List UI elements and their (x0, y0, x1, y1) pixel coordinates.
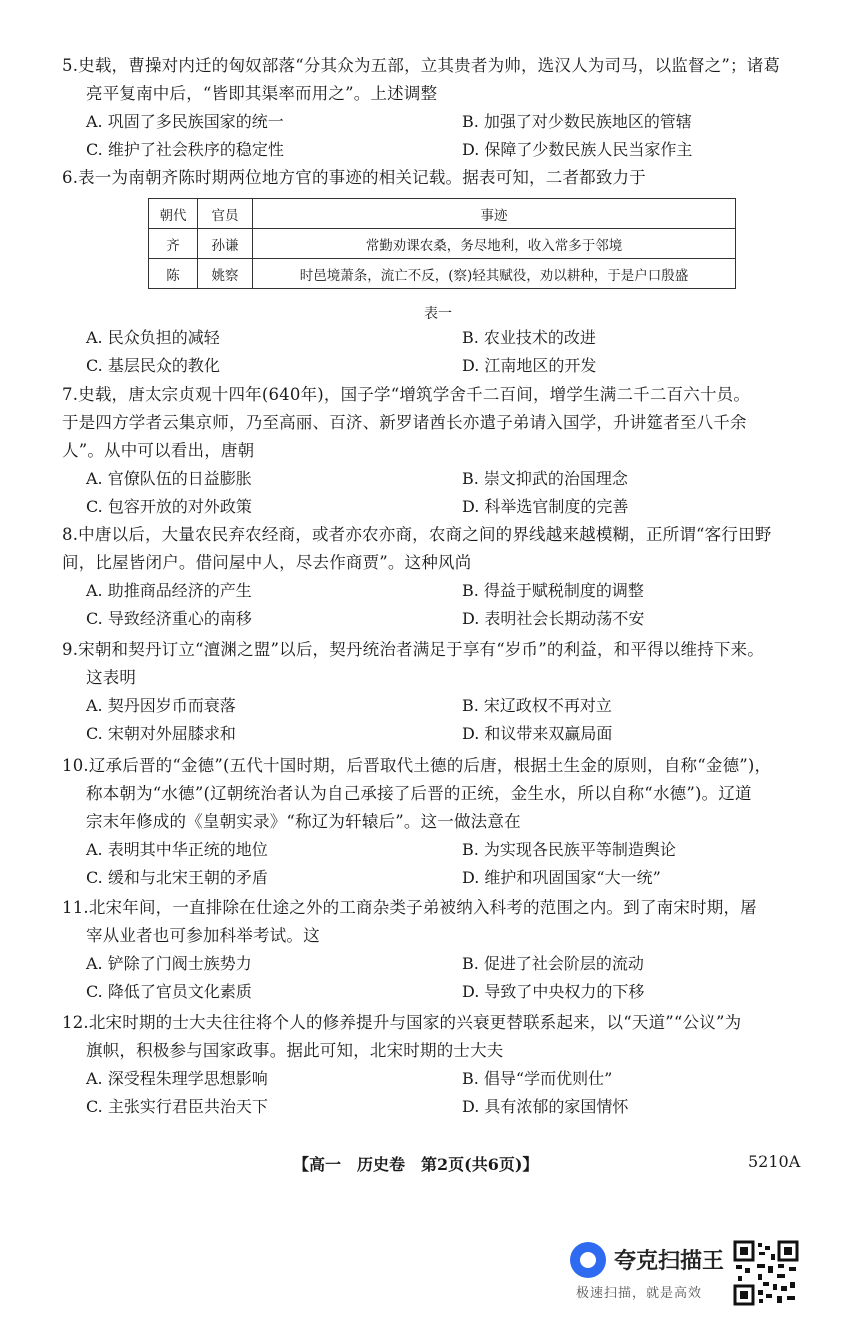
scanner-brand-name: 夸克扫描王 (614, 1249, 725, 1274)
scanner-watermark (570, 1240, 730, 1310)
option-a: A. 契丹因岁币而衰落 (86, 696, 236, 715)
option-d: D. 江南地区的开发 (462, 356, 597, 375)
table-cell: 孙谦 (198, 229, 253, 259)
option-d: D. 维护和巩固国家“大一统” (462, 868, 661, 887)
exam-code: 5210A (748, 1152, 801, 1171)
table-cell: 齐 (149, 229, 198, 259)
option-b: B. 倡导“学而优则仕” (462, 1069, 613, 1088)
qr-code-icon (733, 1240, 799, 1306)
option-b: B. 崇文抑武的治国理念 (462, 469, 628, 488)
question-text: 10.辽承后晋的“金德”(五代十国时期，后晋取代土德的后唐，根据土生金的原则，自称“金德”)， (62, 756, 772, 775)
option-b: B. 加强了对少数民族地区的管辖 (462, 112, 692, 131)
option-a: A. 官僚队伍的日益膨胀 (86, 469, 252, 488)
table-cell: 时邑境萧条，流亡不反，(察)轻其赋役，劝以耕种，于是户口殷盛 (253, 259, 736, 289)
table-cell: 陈 (149, 259, 198, 289)
table-row (149, 229, 736, 259)
question-text: 7.史载，唐太宗贞观十四年(640年)，国子学“增筑学舍千二百间，增学生满二千二百六十员。 (62, 385, 751, 404)
scanner-tagline: 极速扫描，就是高效 (576, 1286, 703, 1301)
question-text: 亮平复南中后，“皆即其渠率而用之”。上述调整 (86, 84, 438, 103)
option-b: B. 宋辽政权不再对立 (462, 696, 612, 715)
option-b: B. 得益于赋税制度的调整 (462, 581, 644, 600)
question-text: 5.史载，曹操对内迁的匈奴部落“分其众为五部，立其贵者为帅，选汉人为司马，以监督之”；诸葛 (62, 56, 781, 75)
question-text: 11.北宋年间，一直排除在仕途之外的工商杂类子弟被纳入科考的范围之内。到了南宋时期，屠 (62, 898, 757, 917)
option-a: A. 表明其中华正统的地位 (86, 840, 268, 859)
option-c: C. 降低了官员文化素质 (86, 982, 252, 1001)
option-d: D. 科举选官制度的完善 (462, 497, 629, 516)
option-b: B. 为实现各民族平等制造舆论 (462, 840, 676, 859)
option-d: D. 具有浓郁的家国情怀 (462, 1097, 629, 1116)
table-header-cell: 事迹 (253, 199, 736, 229)
option-c: C. 导致经济重心的南移 (86, 609, 252, 628)
option-d: D. 导致了中央权力的下移 (462, 982, 645, 1001)
table-header-cell: 官员 (198, 199, 253, 229)
question-text: 间，比屋皆闭户。借问屋中人，尽去作商贾”。这种风尚 (62, 553, 472, 572)
option-a: A. 深受程朱理学思想影响 (86, 1069, 268, 1088)
table-caption: 表一 (424, 306, 452, 322)
question-text: 宰从业者也可参加科举考试。这 (86, 926, 320, 945)
question-text: 8.中唐以后，大量农民弃农经商，或者亦农亦商，农商之间的界线越来越模糊，正所谓“客行田野 (62, 525, 772, 544)
table-row (149, 259, 736, 289)
option-a: A. 民众负担的减轻 (86, 328, 220, 347)
question-text: 这表明 (86, 668, 137, 687)
option-d: D. 表明社会长期动荡不安 (462, 609, 645, 628)
option-a: A. 巩固了多民族国家的统一 (86, 112, 284, 131)
option-c: C. 主张实行君臣共治天下 (86, 1097, 268, 1116)
table-header-row (149, 199, 736, 229)
scanner-logo-icon (570, 1242, 606, 1278)
question-text: 6.表一为南朝齐陈时期两位地方官的事迹的相关记载。据表可知，二者都致力于 (62, 168, 646, 187)
option-b: B. 农业技术的改进 (462, 328, 596, 347)
question-text: 称本朝为“水德”(辽朝统治者认为自己承接了后晋的正统，金生水，所以自称“水德”)。辽道 (86, 784, 752, 803)
table-cell: 常勤劝课农桑，务尽地利，收入常多于邻境 (253, 229, 736, 259)
question-text: 宗末年修成的《皇朝实录》“称辽为轩辕后”。这一做法意在 (86, 812, 521, 831)
option-c: C. 维护了社会秩序的稳定性 (86, 140, 284, 159)
question-text: 9.宋朝和契丹订立“澶渊之盟”以后，契丹统治者满足于享有“岁币”的利益，和平得以维持下来。 (62, 640, 764, 659)
question-text: 12.北宋时期的士大夫往往将个人的修养提升与国家的兴衰更替联系起来，以“天道”“公议”为 (62, 1013, 742, 1032)
table-header-cell: 朝代 (149, 199, 198, 229)
question-text: 旗帜，积极参与国家政事。据此可知，北宋时期的士大夫 (86, 1041, 504, 1060)
table-cell: 姚察 (198, 259, 253, 289)
question-text: 人”。从中可以看出，唐朝 (62, 441, 255, 460)
page-footer-title: 【高一 历史卷 第2页(共6页)】 (293, 1155, 539, 1174)
option-a: A. 铲除了门阀士族势力 (86, 954, 252, 973)
option-d: D. 保障了少数民族人民当家作主 (462, 140, 693, 159)
question-text: 于是四方学者云集京师，乃至高丽、百济、新罗诸酋长亦遣子弟请入国学，升讲筵者至八千余 (62, 413, 747, 432)
option-c: C. 缓和与北宋王朝的矛盾 (86, 868, 268, 887)
option-c: C. 宋朝对外屈膝求和 (86, 724, 236, 743)
option-d: D. 和议带来双赢局面 (462, 724, 613, 743)
table-1 (148, 198, 736, 289)
option-c: C. 包容开放的对外政策 (86, 497, 252, 516)
option-a: A. 助推商品经济的产生 (86, 581, 252, 600)
option-c: C. 基层民众的教化 (86, 356, 220, 375)
option-b: B. 促进了社会阶层的流动 (462, 954, 644, 973)
